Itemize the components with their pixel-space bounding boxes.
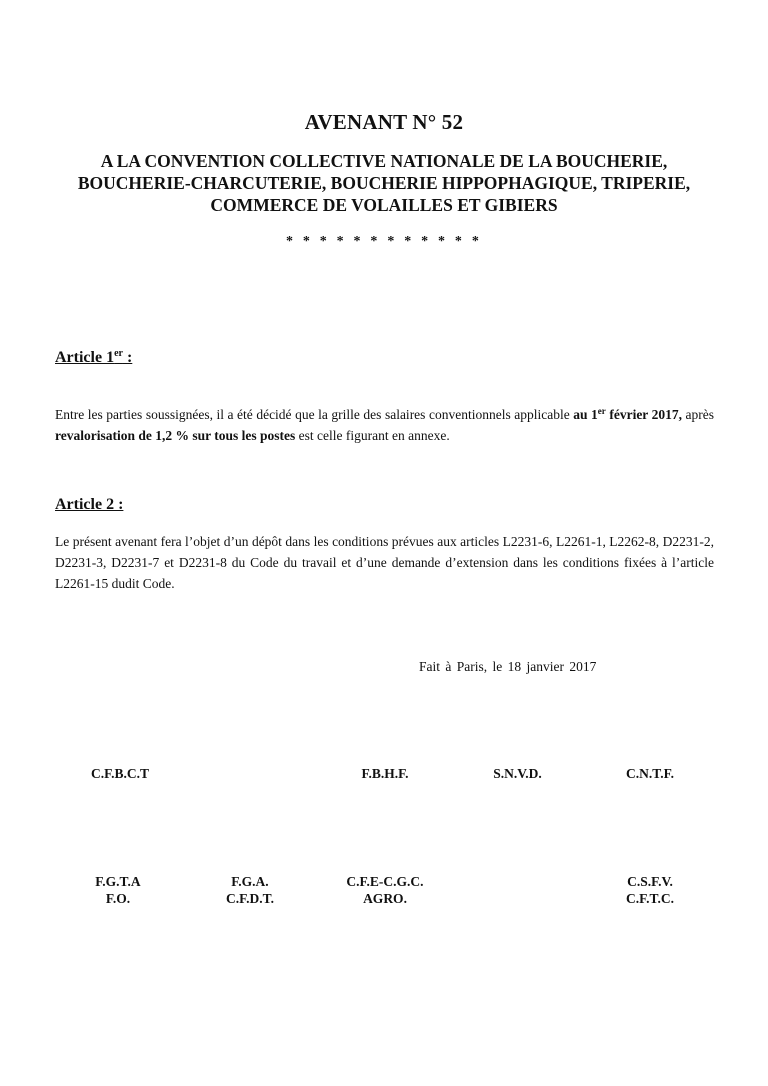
text-run: Entre les parties soussignées, il a été décidé que la grille des salaires conventionnels applicable <box>55 407 574 422</box>
bold-run: revalorisation de 1,2 % sur tous les postes <box>55 428 296 443</box>
text-run: après <box>681 407 714 422</box>
article-1-heading-prefix: Article 1 <box>55 349 115 366</box>
signatory-line: F.O. <box>105 891 131 906</box>
signatory-csfv-cftc <box>600 873 700 907</box>
signatory-fga-cfdt <box>200 873 300 907</box>
signatory-fbhf: F.B.H.F. <box>361 766 409 781</box>
text-run: février 2017, <box>605 407 682 422</box>
separator-stars: * * * * * * * * * * * * <box>285 234 483 249</box>
signatory-cfe-cgc-agro <box>325 873 445 907</box>
article-1-text <box>55 404 714 446</box>
signatory-line: F.G.T.A <box>95 874 141 889</box>
subtitle-line: A LA CONVENTION COLLECTIVE NATIONALE DE LA BOUCHERIE, <box>100 151 668 171</box>
signatory-cntf: C.N.T.F. <box>625 766 674 781</box>
document-title: AVENANT N° 52 <box>304 110 464 134</box>
signatory-line: C.F.D.T. <box>225 891 274 906</box>
signatory-snvd: S.N.V.D. <box>493 766 542 781</box>
signatory-fgta-fo <box>68 873 168 907</box>
article-2-text: Le présent avenant fera l’objet d’un dépôt dans les conditions prévues aux articles L2231-6, L2261-1, L2262-8, D2231-2, D2231-3, D2231-7 et D2231-8 du Code du travail et d’une demande d’extension dans les conditions fixées à l’article L2261-15 dudit Code. <box>55 534 714 591</box>
signatory-cfbct: C.F.B.C.T <box>90 766 149 781</box>
signatory-line: AGRO. <box>363 891 407 906</box>
bold-run <box>573 407 682 422</box>
subtitle-line: BOUCHERIE-CHARCUTERIE, BOUCHERIE HIPPOPHAGIQUE, TRIPERIE, <box>77 173 691 193</box>
article-1-heading-sup: er <box>114 348 123 359</box>
subtitle-line: COMMERCE DE VOLAILLES ET GIBIERS <box>210 195 558 215</box>
article-2-heading: Article 2 : <box>55 496 124 513</box>
text-run: au 1 <box>573 407 598 422</box>
article-1-heading-suffix: : <box>122 349 133 366</box>
signatory-line: C.F.E-C.G.C. <box>346 874 424 889</box>
signatory-line: F.G.A. <box>231 874 269 889</box>
text-run: est celle figurant en annexe. <box>295 428 450 443</box>
signatory-line: C.F.T.C. <box>625 891 674 906</box>
superscript: er <box>597 406 606 416</box>
document-subtitle <box>50 150 718 216</box>
place-and-date: Fait à Paris, le 18 janvier 2017 <box>419 659 597 674</box>
signatory-line: C.S.F.V. <box>627 874 673 889</box>
article-1-heading <box>55 348 132 367</box>
